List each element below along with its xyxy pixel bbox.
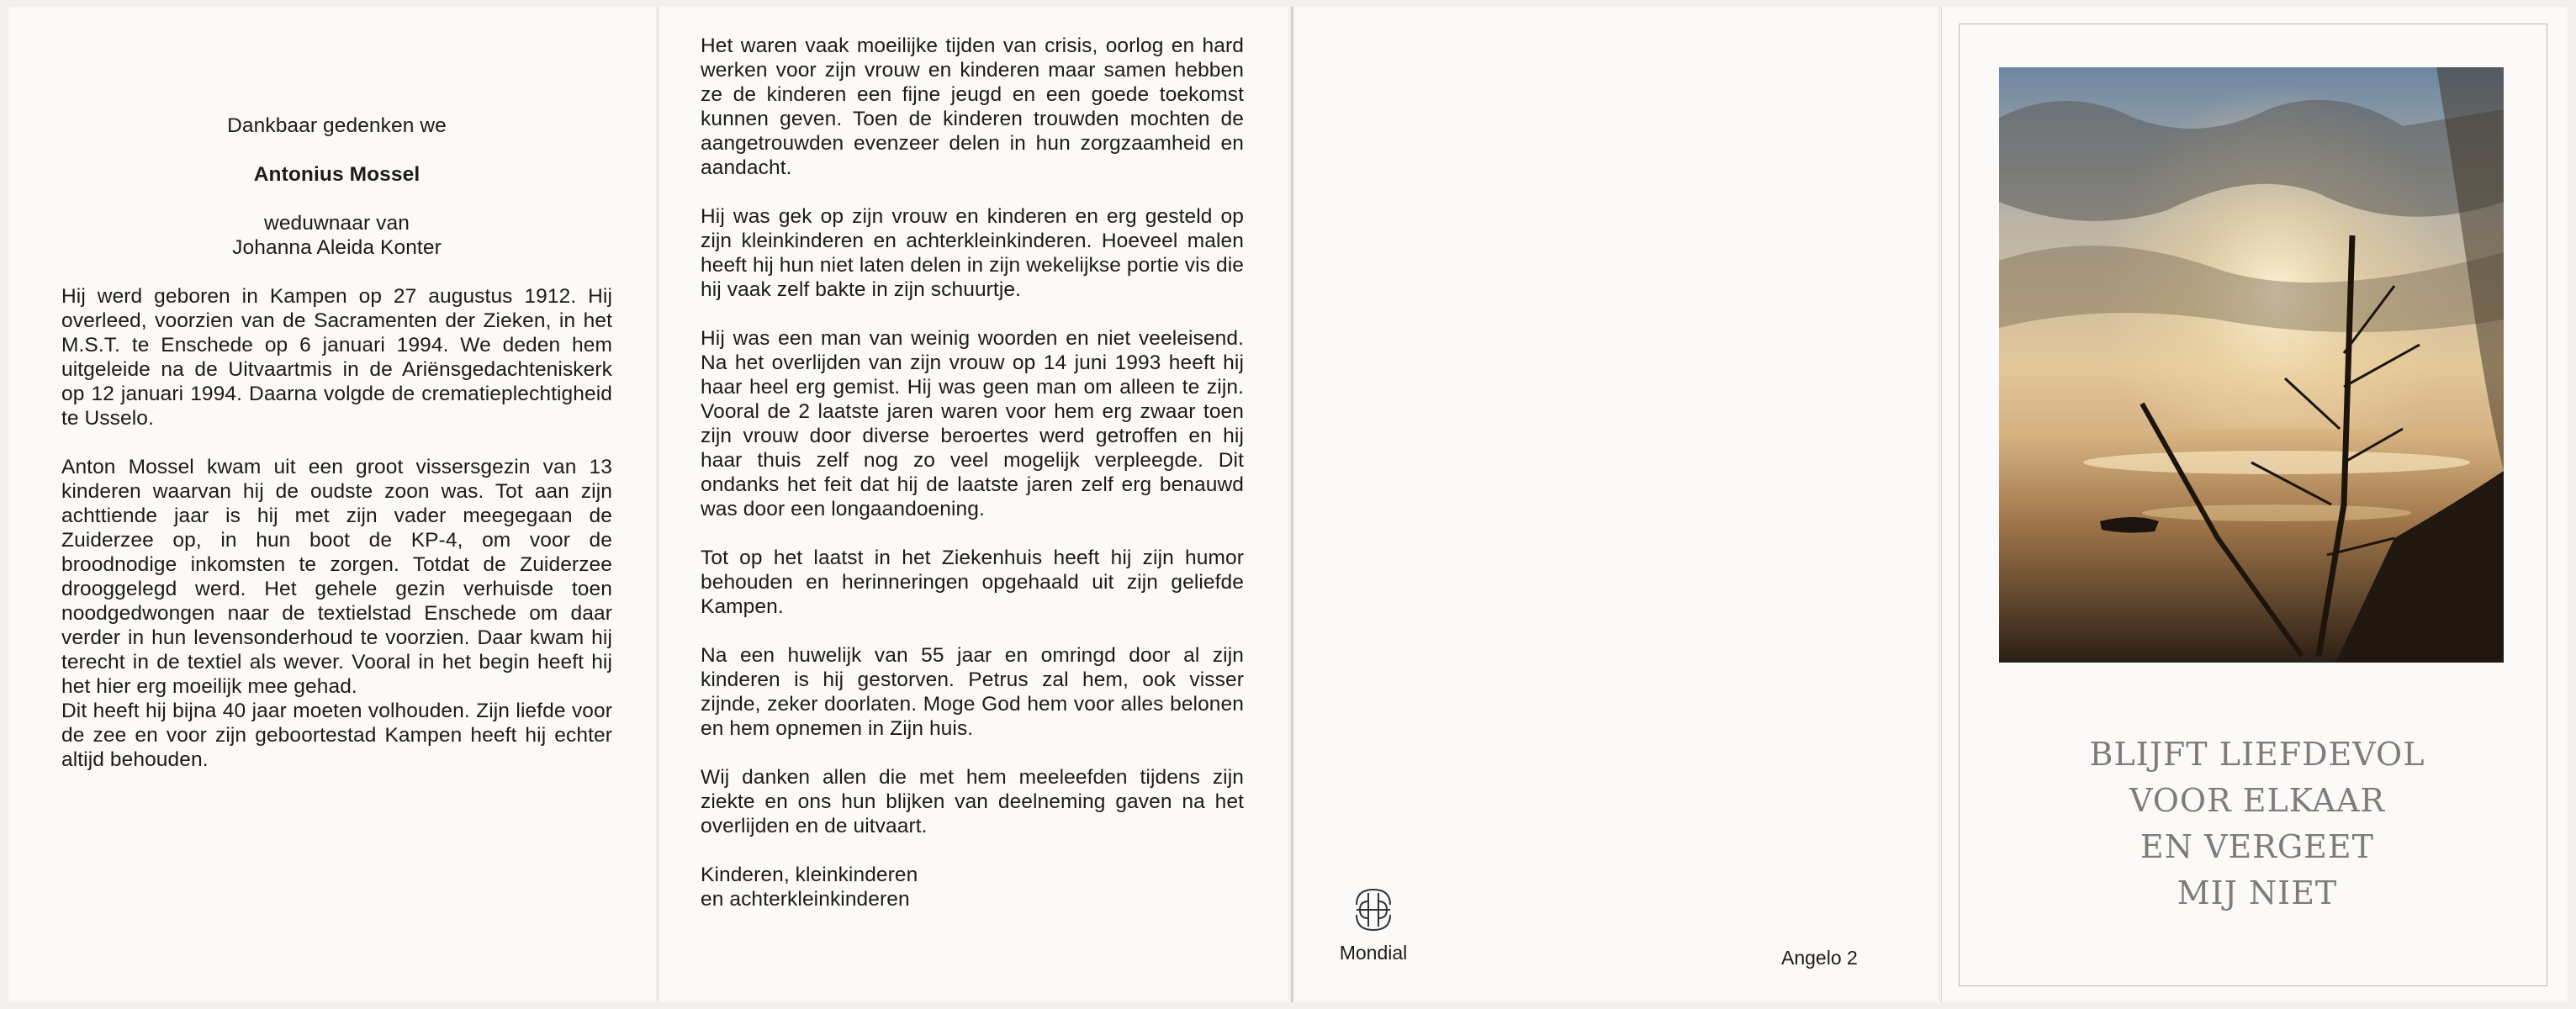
biography-paragraph-2 [61, 455, 612, 772]
biography-paragraph-2b: Dit heeft hij bijna 40 jaar moeten volhouden. Zijn liefde voor de zee en voor zijn geboortestad Kampen heeft hij echter altijd behouden. [61, 700, 612, 771]
publisher-name: Mondial [1339, 942, 1408, 964]
signoff [701, 863, 1244, 911]
panel-front [1941, 7, 2568, 1002]
panel-back [1291, 7, 1939, 1002]
quote-line-3: EN VERGEET [2140, 828, 2375, 865]
panel-middle [658, 7, 1288, 1002]
panel-left-text [61, 114, 612, 772]
spouse-name: Johanna Aleida Konter [232, 236, 442, 259]
memory-paragraph-2: Hij was gek op zijn vrouw en kinderen en erg gesteld op zijn kleinkinderen en achterkleinkinderen. Hoeveel malen heeft hij hun niet laten delen in zijn wekelijkse portie vis die hij vaak zelf bakte in zijn schuurtje. [701, 205, 1244, 301]
card-code: Angelo 2 [1781, 947, 1858, 969]
memory-paragraph-4: Tot op het laatst in het Ziekenhuis heeft hij zijn humor behouden en herinneringen opgehaald uit zijn geliefde Kampen. [701, 547, 1244, 618]
quote-line-1: BLIJFT LIEFDEVOL [2089, 736, 2425, 773]
quote-line-2: VOOR ELKAAR [2129, 782, 2386, 819]
widower-of [61, 211, 612, 260]
panel-middle-text [701, 34, 1244, 911]
memory-paragraph-1: Het waren vaak moeilijke tijden van crisis, oorlog en hard werken voor zijn vrouw en kinderen maar samen hebben ze de kinderen een fijne jeugd en een goede toekomst kunnen geven. Toen de kinderen trouwden mochten de aangetrouwden evenzeer delen in hun zorgzaamheid en aandacht. [701, 34, 1244, 179]
biography-paragraph-2a: Anton Mossel kwam uit een groot vissersgezin van 13 kinderen waarvan hij de oudste zoon was. Tot aan zijn achttiende jaar is hij met zijn vader meegegaan de Zuiderzee op, in hun boot de KP-4, om voor de broodnodige inkomsten te zorgen. Totdat de Zuiderzee drooggelegd werd. Het gehele gezin verhuisde toen noodgedwongen naar de textielstad Enschede om daar verder in hun levensonderhoud te voorzien. Daar kwam hij terecht in de textiel als wever. Vooral in het begin heeft hij het hier erg moeilijk mee gehad. [61, 456, 612, 698]
signoff-line-1: Kinderen, kleinkinderen [701, 864, 918, 886]
memory-paragraph-3: Hij was een man van weinig woorden en niet veeleisend. Na het overlijden van zijn vrouw op 14 juni 1993 heeft hij haar heel erg gemist. Hij was geen man om alleen te zijn. Vooral de 2 laatste jaren waren voor hem erg zwaar toen zijn vrouw door diverse beroertes werd getroffen en hij haar thuis zelf nog zo veel mogelijk verpleegde. Dit ondanks het feit dat hij de laatste jaren zelf erg benauwd was door een longaandoening. [701, 327, 1244, 520]
quote-line-4: MIJ NIET [2177, 874, 2338, 911]
lake-sunset-photo [1999, 67, 2504, 663]
panel-left [8, 7, 656, 1002]
heading: Dankbaar gedenken we [227, 114, 447, 137]
biography-paragraph-1: Hij werd geboren in Kampen op 27 augustus 1912. Hij overleed, voorzien van de Sacramenten der Zieken, in het M.S.T. te Enschede op 6 januari 1994. We deden hem uitgeleide na de Uitvaartmis in de Ariënsgedachteniskerk op 12 januari 1994. Daarna volgde de crematieplechtigheid te Usselo. [61, 285, 612, 430]
mondial-logo-icon [1348, 883, 1399, 937]
widower-line-1: weduwnaar van [264, 212, 410, 235]
publisher-logo [1327, 883, 1420, 964]
deceased-name: Antonius Mossel [253, 163, 421, 186]
memorial-quote [1976, 732, 2539, 917]
thanks-paragraph: Wij danken allen die met hem meeleefden tijdens zijn ziekte en ons hun blijken van deelneming gaven na het overlijden en de uitvaart. [701, 766, 1244, 837]
memory-paragraph-5: Na een huwelijk van 55 jaar en omringd door al zijn kinderen is hij gestorven. Petrus zal hem, ook visser zijnde, zeker doorlaten. Moge God hem voor alles belonen en hem opnemen in Zijn huis. [701, 644, 1244, 740]
lake-photo-image [1999, 67, 2504, 663]
signoff-line-2: en achterkleinkinderen [701, 888, 910, 911]
